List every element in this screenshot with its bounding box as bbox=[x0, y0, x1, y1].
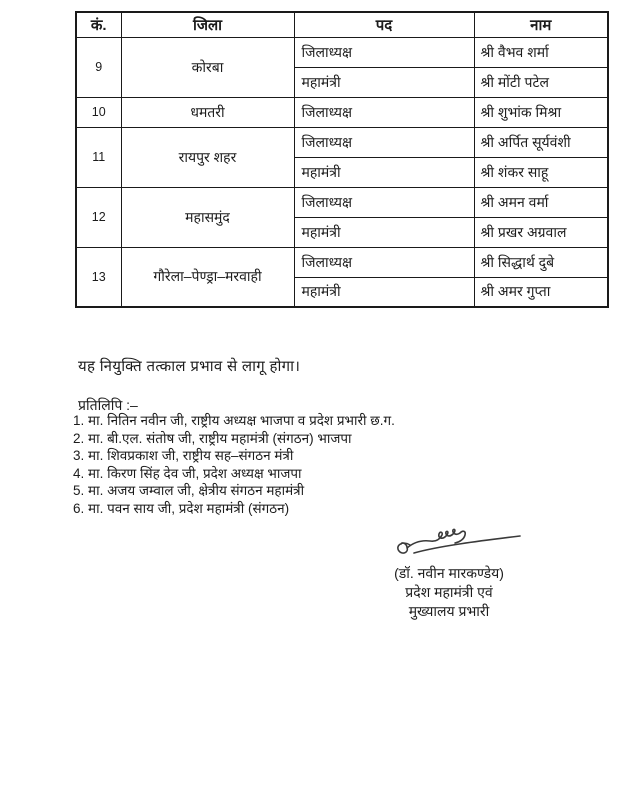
cell-sno: 11 bbox=[76, 127, 121, 187]
cell-name: श्री शंकर साहू bbox=[474, 157, 608, 187]
cell-post: महामंत्री bbox=[294, 157, 474, 187]
cell-sno: 9 bbox=[76, 37, 121, 97]
copy-item: 4. मा. किरण सिंह देव जी, प्रदेश अध्यक्ष भाजपा bbox=[73, 465, 302, 481]
table-row bbox=[76, 97, 608, 127]
cell-post: महामंत्री bbox=[294, 217, 474, 247]
signatory-title-line2: मुख्यालय प्रभारी bbox=[408, 603, 490, 619]
col-header-district: जिला bbox=[121, 12, 294, 37]
signatory-title-line1: प्रदेश महामंत्री एवं bbox=[405, 584, 493, 600]
appointments-table bbox=[75, 11, 609, 308]
copy-item: 6. मा. पवन साय जी, प्रदेश महामंत्री (संगठन) bbox=[73, 500, 290, 516]
cell-name: श्री अमर गुप्ता bbox=[474, 277, 608, 307]
cell-name: श्री सिद्धार्थ दुबे bbox=[474, 247, 608, 277]
cell-name: श्री वैभव शर्मा bbox=[474, 37, 608, 67]
cell-post: जिलाध्यक्ष bbox=[294, 37, 474, 67]
col-header-post: पद bbox=[294, 12, 474, 37]
cell-sno: 10 bbox=[76, 97, 121, 127]
cell-district: गौरेला–पेण्ड्रा–मरवाही bbox=[121, 247, 294, 307]
table-row bbox=[76, 187, 608, 217]
cell-post: महामंत्री bbox=[294, 67, 474, 97]
copies-label: प्रतिलिपि :– bbox=[78, 397, 138, 413]
cell-name: श्री मोंटी पटेल bbox=[474, 67, 608, 97]
effective-note: यह नियुक्ति तत्काल प्रभाव से लागू होगा। bbox=[78, 358, 301, 375]
col-header-sno: कं. bbox=[76, 12, 121, 37]
table-row bbox=[76, 247, 608, 277]
signatory-name: (डॉ. नवीन मारकण्डेय) bbox=[394, 565, 504, 581]
cell-district: रायपुर शहर bbox=[121, 127, 294, 187]
cell-district: महासमुंद bbox=[121, 187, 294, 247]
copy-item: 1. मा. नितिन नवीन जी, राष्ट्रीय अध्यक्ष भाजपा व प्रदेश प्रभारी छ.ग. bbox=[73, 413, 395, 428]
copy-item: 3. मा. शिवप्रकाश जी, राष्ट्रीय सह–संगठन मंत्री bbox=[73, 448, 294, 463]
table-header-row bbox=[76, 12, 608, 37]
cell-name: श्री शुभांक मिश्रा bbox=[474, 97, 608, 127]
col-header-name: नाम bbox=[474, 12, 608, 37]
table-row bbox=[76, 37, 608, 67]
cell-district: कोरबा bbox=[121, 37, 294, 97]
table-row bbox=[76, 127, 608, 157]
copy-item: 5. मा. अजय जम्वाल जी, क्षेत्रीय संगठन महामंत्री bbox=[73, 483, 305, 498]
signature-block bbox=[368, 564, 530, 621]
cell-post: जिलाध्यक्ष bbox=[294, 127, 474, 157]
cell-post: जिलाध्यक्ष bbox=[294, 247, 474, 277]
cell-district: धमतरी bbox=[121, 97, 294, 127]
cell-sno: 12 bbox=[76, 187, 121, 247]
copies-list bbox=[73, 412, 395, 517]
cell-name: श्री अमन वर्मा bbox=[474, 187, 608, 217]
cell-post: महामंत्री bbox=[294, 277, 474, 307]
cell-post: जिलाध्यक्ष bbox=[294, 187, 474, 217]
signature-scribble-icon bbox=[394, 525, 524, 559]
cell-post: जिलाध्यक्ष bbox=[294, 97, 474, 127]
cell-name: श्री अर्पित सूर्यवंशी bbox=[474, 127, 608, 157]
cell-sno: 13 bbox=[76, 247, 121, 307]
copy-item: 2. मा. बी.एल. संतोष जी, राष्ट्रीय महामंत्री (संगठन) भाजपा bbox=[73, 430, 352, 446]
cell-name: श्री प्रखर अग्रवाल bbox=[474, 217, 608, 247]
